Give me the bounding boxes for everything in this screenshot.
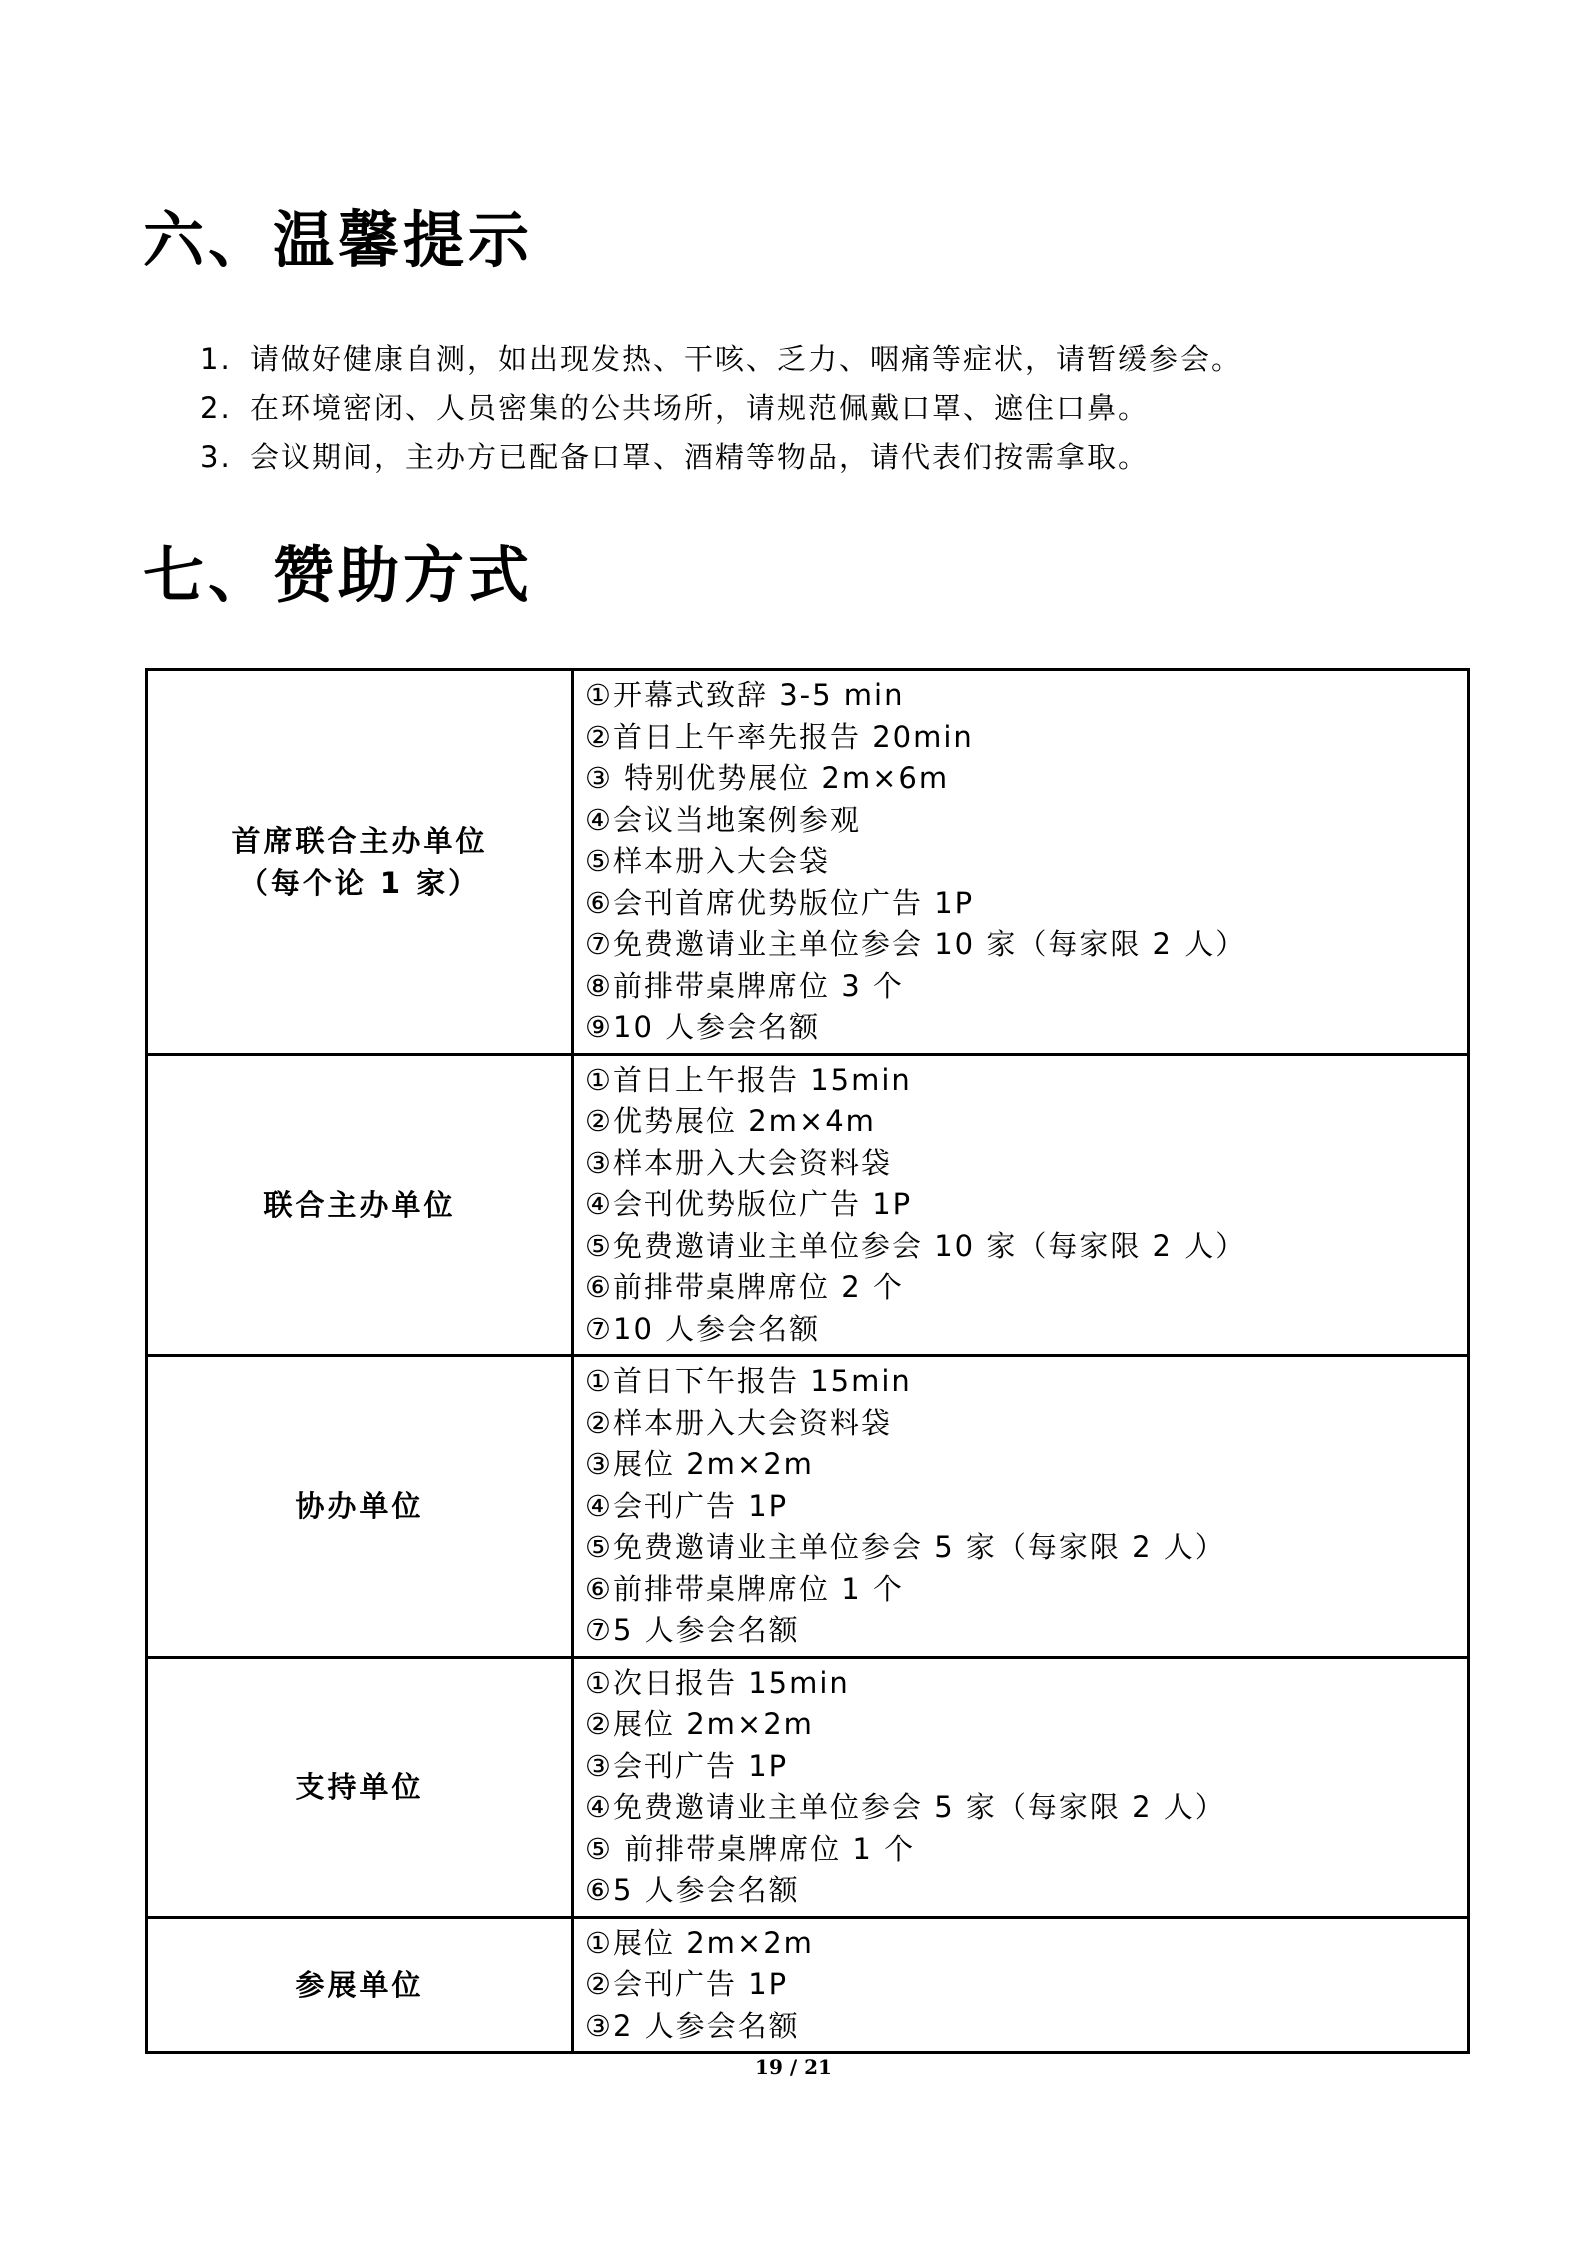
benefit-item: ④会刊优势版位广告 1P bbox=[585, 1187, 913, 1221]
benefit-item: ①开幕式致辞 3-5 min bbox=[585, 678, 905, 712]
benefit-item: ⑤样本册入大会袋 bbox=[585, 844, 830, 878]
page-number: 19 / 21 bbox=[755, 2055, 832, 2079]
sponsorship-table-body bbox=[147, 670, 1469, 2053]
tier-name-cell bbox=[147, 1054, 573, 1356]
benefit-item: ③ 特别优势展位 2m×6m bbox=[585, 761, 950, 795]
tier-benefits-cell bbox=[573, 1054, 1469, 1356]
tips-list bbox=[200, 335, 1242, 482]
tip-number: 1. bbox=[200, 342, 232, 376]
tier-quota-note: （每个论 1 家） bbox=[238, 865, 481, 900]
benefit-item: ⑦5 人参会名额 bbox=[585, 1613, 800, 1647]
tip-item bbox=[200, 433, 1242, 482]
benefit-item: ①首日上午报告 15min bbox=[585, 1062, 912, 1097]
tip-item bbox=[200, 384, 1242, 433]
benefit-item: ③样本册入大会资料袋 bbox=[585, 1145, 892, 1180]
benefit-item: ⑥前排带桌牌席位 1 个 bbox=[585, 1571, 904, 1606]
tier-name: 协办单位 bbox=[295, 1489, 424, 1524]
benefit-item: ⑤免费邀请业主单位参会 5 家（每家限 2 人） bbox=[585, 1530, 1226, 1564]
tier-name-cell bbox=[147, 1657, 573, 1917]
benefit-item: ③会刊广告 1P bbox=[585, 1748, 789, 1783]
benefit-item: ①首日下午报告 15min bbox=[585, 1364, 912, 1398]
tier-name: 首席联合主办单位 bbox=[231, 823, 488, 858]
tip-text: 在环境密闭、人员密集的公共场所，请规范佩戴口罩、遮住口鼻。 bbox=[250, 391, 1150, 425]
benefit-item: ③2 人参会名额 bbox=[585, 2008, 800, 2043]
benefit-item: ②首日上午率先报告 20min bbox=[585, 719, 974, 754]
benefit-item: ⑧前排带桌牌席位 3 个 bbox=[585, 968, 904, 1003]
sponsor-tier-row bbox=[147, 670, 1469, 1055]
benefit-item: ④免费邀请业主单位参会 5 家（每家限 2 人） bbox=[585, 1790, 1226, 1824]
tier-name: 参展单位 bbox=[295, 1967, 424, 2002]
benefit-item: ⑥前排带桌牌席位 2 个 bbox=[585, 1270, 904, 1304]
tier-name-cell bbox=[147, 670, 573, 1055]
tier-benefits-cell bbox=[573, 670, 1469, 1055]
benefit-item: ⑤ 前排带桌牌席位 1 个 bbox=[585, 1831, 916, 1866]
benefit-item: ⑥5 人参会名额 bbox=[585, 1873, 800, 1907]
benefit-item: ②优势展位 2m×4m bbox=[585, 1104, 876, 1138]
tip-number: 2. bbox=[200, 391, 232, 425]
section-7-heading: 七、赞助方式 bbox=[143, 540, 534, 611]
benefit-item: ③展位 2m×2m bbox=[585, 1447, 814, 1481]
benefit-item: ④会议当地案例参观 bbox=[585, 802, 861, 837]
section-6-heading: 六、温馨提示 bbox=[143, 205, 534, 276]
benefit-item: ⑨10 人参会名额 bbox=[585, 1010, 821, 1044]
tier-name-cell bbox=[147, 1356, 573, 1658]
tier-name: 联合主办单位 bbox=[263, 1187, 456, 1222]
sponsor-tier-row bbox=[147, 1657, 1469, 1917]
sponsor-tier-row bbox=[147, 1054, 1469, 1356]
benefit-item: ②样本册入大会资料袋 bbox=[585, 1405, 892, 1440]
benefit-item: ⑦10 人参会名额 bbox=[585, 1311, 821, 1346]
benefit-item: ④会刊广告 1P bbox=[585, 1488, 789, 1523]
tier-name: 支持单位 bbox=[295, 1770, 424, 1804]
tip-text: 会议期间，主办方已配备口罩、酒精等物品，请代表们按需拿取。 bbox=[250, 440, 1150, 474]
tip-text: 请做好健康自测，如出现发热、干咳、乏力、咽痛等症状，请暂缓参会。 bbox=[250, 342, 1243, 376]
tier-benefits-cell bbox=[573, 1657, 1469, 1917]
tier-benefits-cell bbox=[573, 1356, 1469, 1658]
benefit-item: ②展位 2m×2m bbox=[585, 1707, 814, 1741]
benefit-item: ①次日报告 15min bbox=[585, 1665, 850, 1700]
sponsorship-table bbox=[145, 668, 1470, 2054]
tip-number: 3. bbox=[200, 440, 232, 474]
sponsor-tier-row bbox=[147, 1917, 1469, 2053]
benefit-item: ⑥会刊首席优势版位广告 1P bbox=[585, 885, 975, 920]
sponsor-tier-row bbox=[147, 1356, 1469, 1658]
benefit-item: ⑤免费邀请业主单位参会 10 家（每家限 2 人） bbox=[585, 1228, 1247, 1263]
tip-item bbox=[200, 335, 1242, 384]
benefit-item: ①展位 2m×2m bbox=[585, 1925, 814, 1960]
benefit-item: ⑦免费邀请业主单位参会 10 家（每家限 2 人） bbox=[585, 927, 1247, 961]
benefit-item: ②会刊广告 1P bbox=[585, 1967, 789, 2001]
tier-benefits-cell bbox=[573, 1917, 1469, 2053]
tier-name-cell bbox=[147, 1917, 573, 2053]
